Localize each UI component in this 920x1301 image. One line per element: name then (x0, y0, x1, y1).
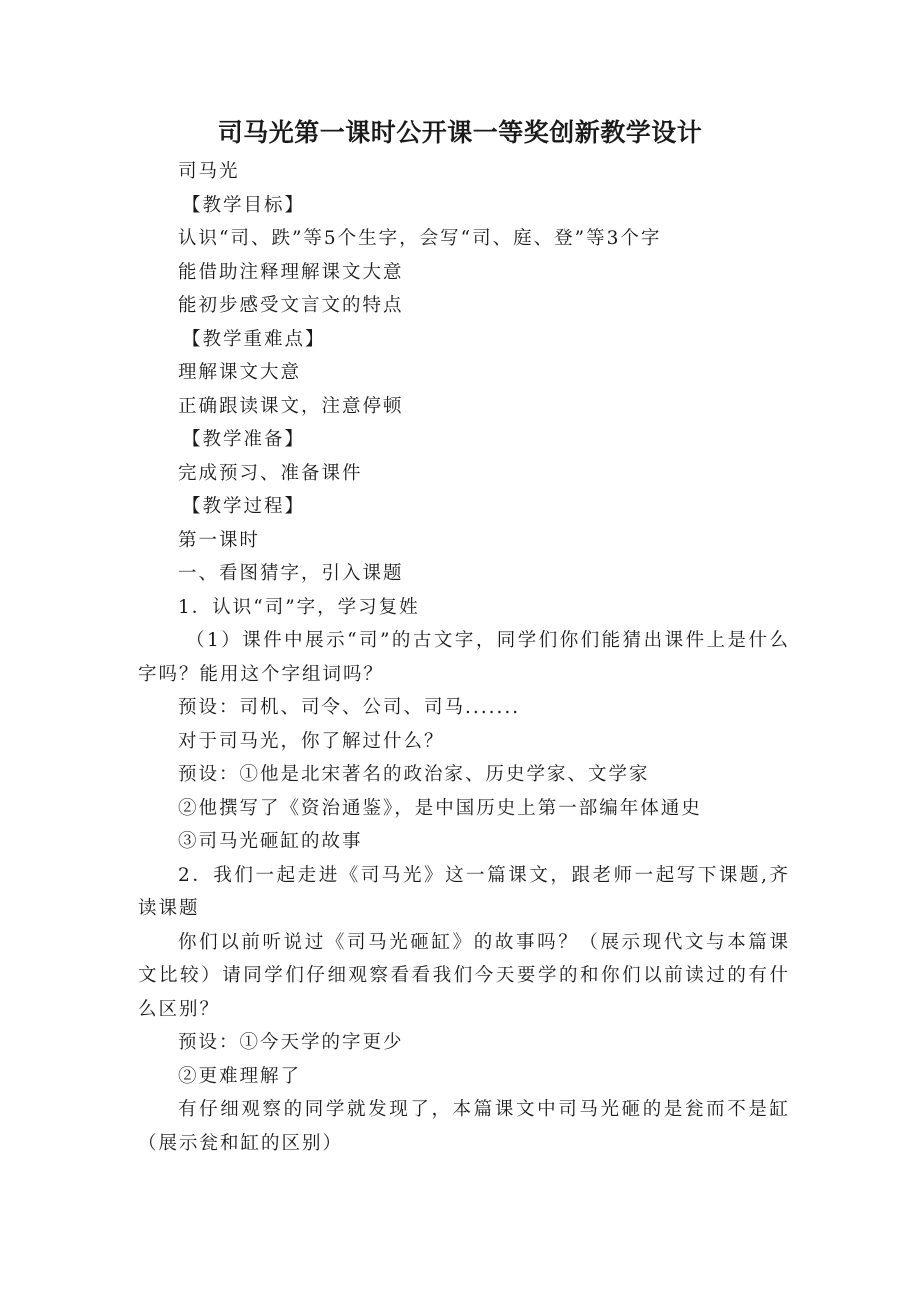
preset-line-5: 预设：①今天学的字更少 (178, 1032, 404, 1053)
preset-line-2: 预设：①他是北宋著名的政治家、历史学家、文学家 (178, 764, 650, 785)
line-lesson-name: 司马光 (178, 161, 240, 182)
preset-line-3: ②他撰写了《资治通鉴》，是中国历史上第一部编年体通史 (178, 797, 702, 819)
observation-paragraph: 有仔细观察的同学就发现了，本篇课文中司马光砸的是瓮而不是缸（展示瓮和缸的区别） (138, 1099, 790, 1154)
key-point-2: 正确跟读课文，注意停顿 (178, 395, 404, 417)
lesson-period: 第一课时 (178, 529, 261, 551)
preset-line-1: 预设：司机、司令、公司、司马....... (178, 697, 521, 718)
step-2: 2．我们一起走进《司马光》这一篇课文，跟老师一起写下课题,齐读课题 (138, 864, 790, 919)
preset-line-6: ②更难理解了 (178, 1065, 302, 1087)
heading-key-points: 【教学重难点】 (182, 328, 326, 350)
preset-line-4: ③司马光砸缸的故事 (178, 831, 363, 852)
heading-process: 【教学过程】 (182, 496, 306, 517)
objective-1: 认识“司、跌”等5个生字，会写“司、庭、登”等3个字 (178, 228, 662, 249)
objective-3: 能初步感受文言文的特点 (178, 295, 404, 316)
key-point-1: 理解课文大意 (178, 362, 302, 383)
document-body (138, 155, 790, 1160)
step-1-sub-1: （1）课件中展示“司”的古文字，同学们你们能猜出课件上是什么字吗？能用这个字组词吗？ (138, 630, 790, 685)
question-line: 对于司马光，你了解过什么？ (178, 730, 445, 752)
preparation-line: 完成预习、准备课件 (178, 462, 363, 484)
compare-paragraph: 你们以前听说过《司马光砸缸》的故事吗？（展示现代文与本篇课文比较）请同学们仔细观察看看我们今天要学的和你们以前读过的有什么区别？ (138, 931, 790, 1020)
heading-preparation: 【教学准备】 (182, 429, 306, 450)
step-1: 1．认识“司”字，学习复姓 (178, 596, 420, 618)
heading-objectives: 【教学目标】 (182, 194, 306, 216)
objective-2: 能借助注释理解课文大意 (178, 261, 404, 283)
document-title: 司马光第一课时公开课一等奖创新教学设计 (217, 118, 703, 147)
section-1-title: 一、看图猜字，引入课题 (178, 563, 404, 584)
